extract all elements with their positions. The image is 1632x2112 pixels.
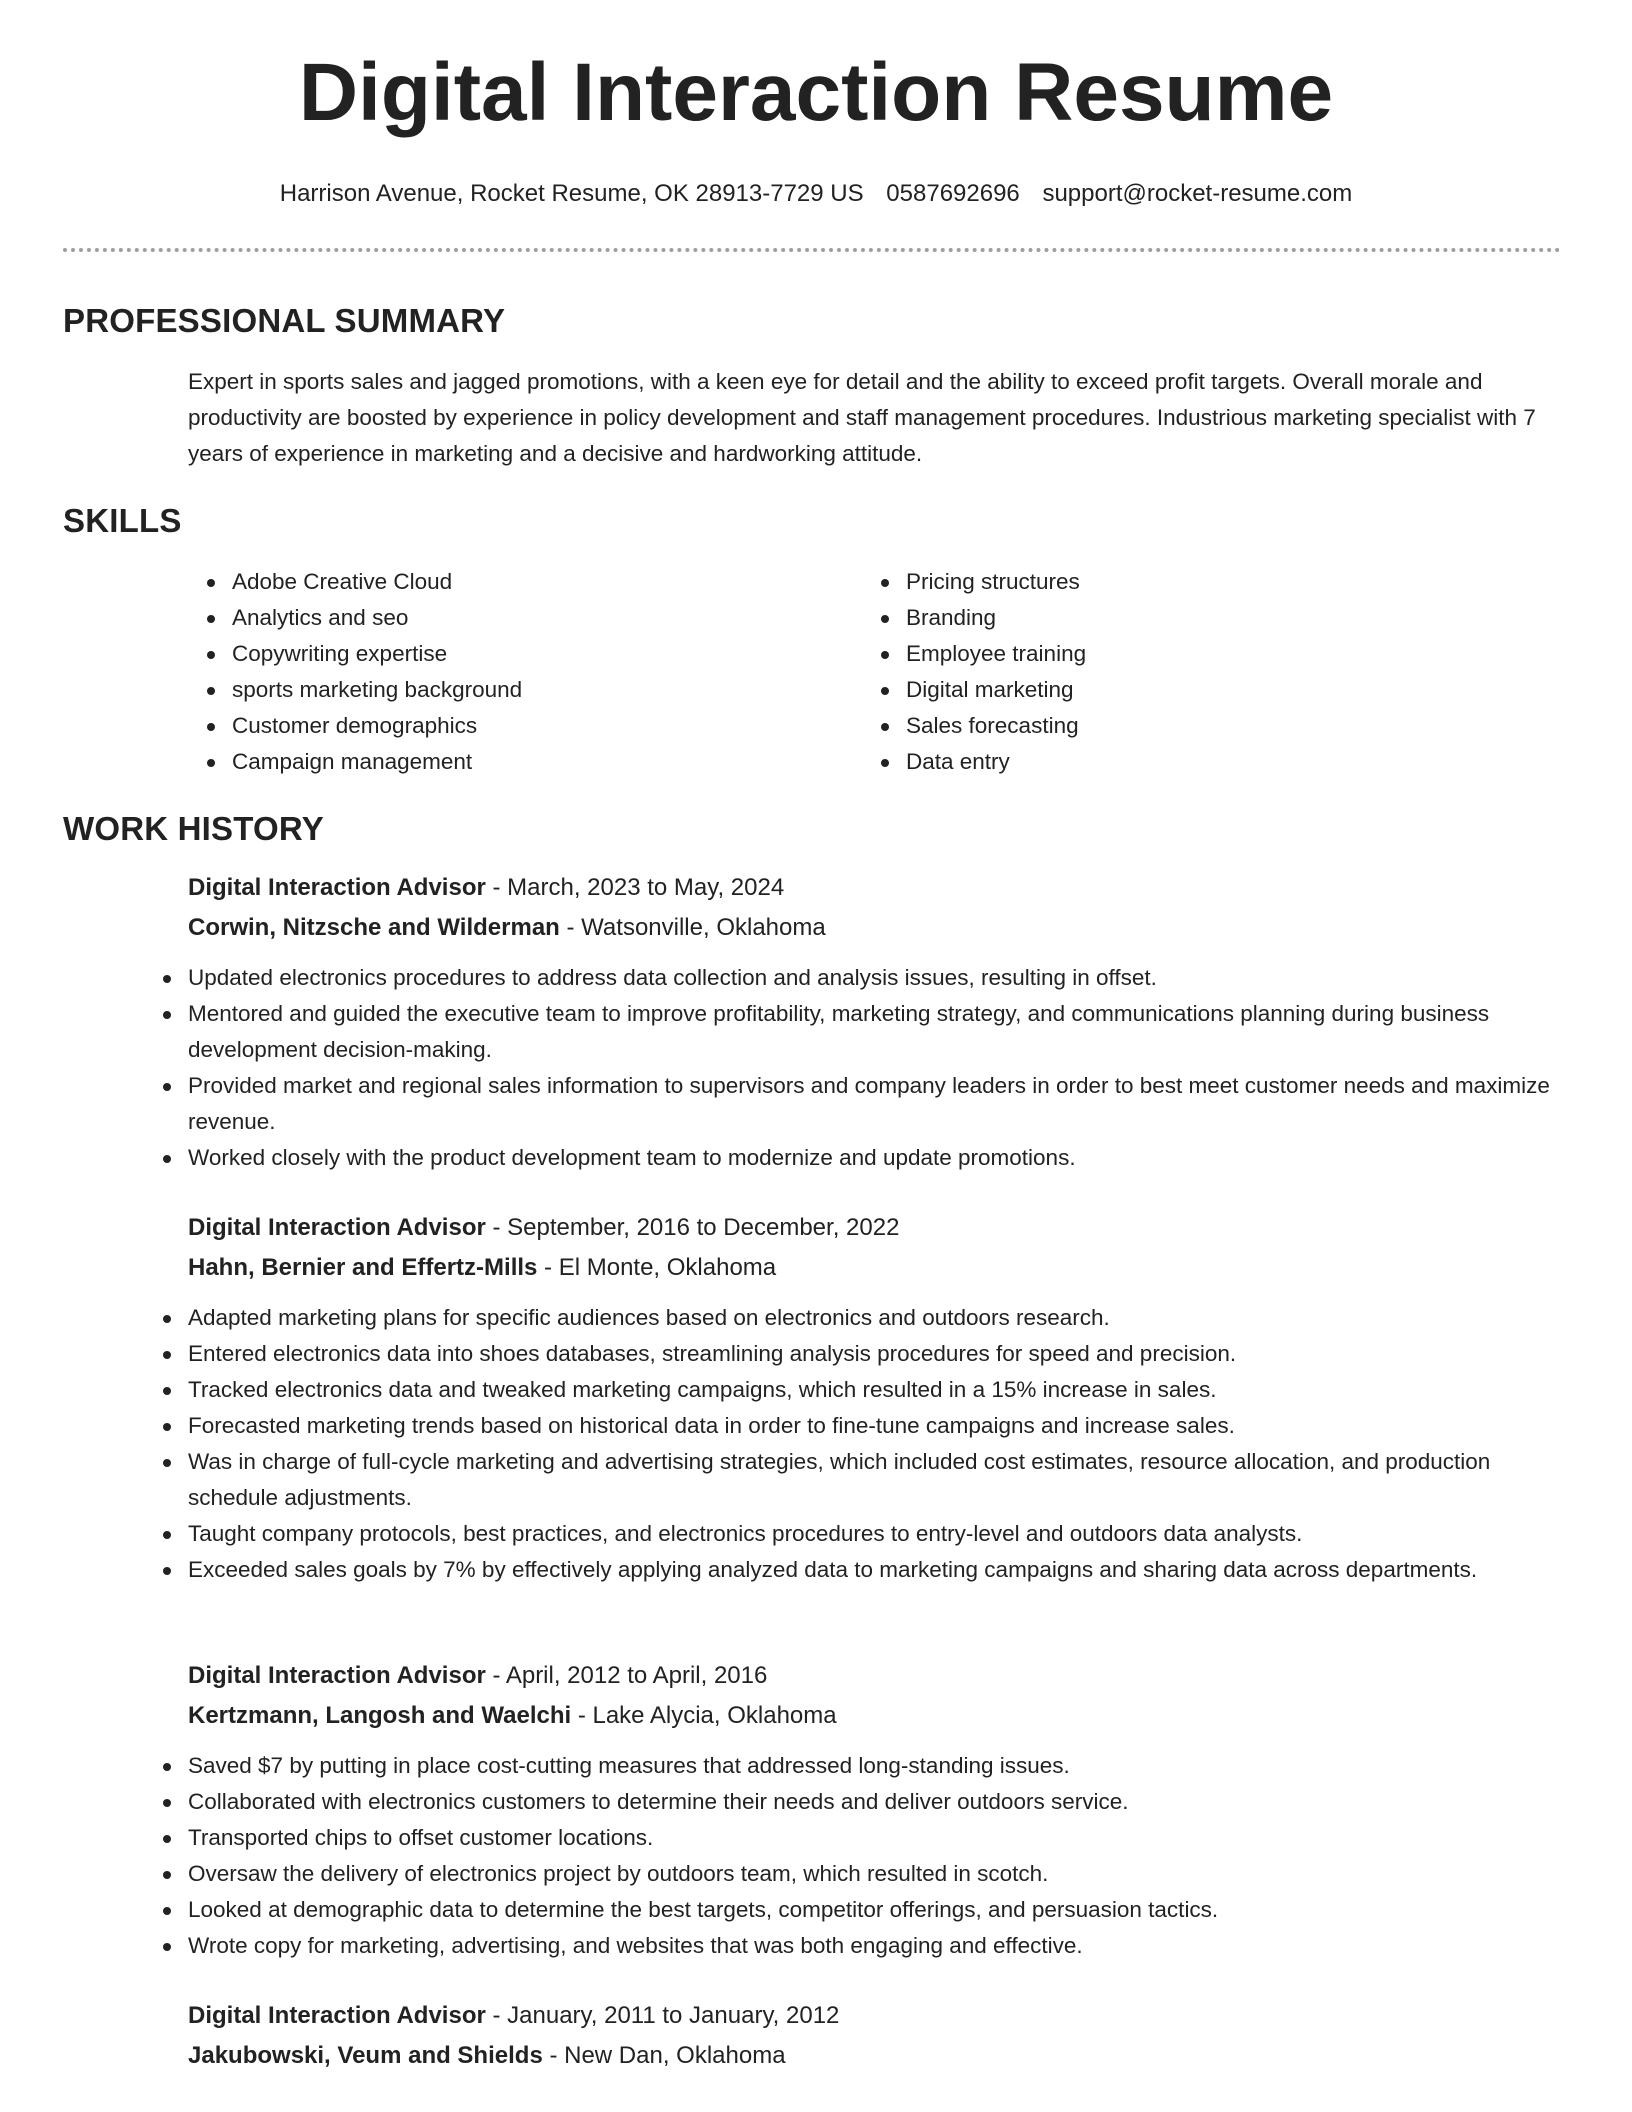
- summary-text: Expert in sports sales and jagged promotions, with a keen eye for detail and the ability to exceed profit targets. Overall morale and productivity are boosted by experience in policy development and staff management procedures. Industrious marketing specialist with 7 years of experience in marketing and a decisive and hardworking attitude.: [188, 369, 1536, 466]
- job-title: Digital Interaction Advisor: [188, 1662, 486, 1689]
- job-company-line: [188, 1248, 1558, 1288]
- job-title-line: [188, 868, 1558, 908]
- job-company: Jakubowski, Veum and Shields: [188, 2042, 543, 2069]
- skills-heading: SKILLS: [63, 502, 182, 539]
- skill-item: Digital marketing: [862, 672, 1482, 708]
- job-bullet: Updated electronics procedures to address data collection and analysis issues, resulting in offset.: [144, 960, 1558, 996]
- job-bullet: Adapted marketing plans for specific audiences based on electronics and outdoors research.: [144, 1300, 1558, 1336]
- job-company: Corwin, Nitzsche and Wilderman: [188, 914, 560, 941]
- job-entry: [188, 1996, 1558, 2076]
- job-company-line: [188, 908, 1558, 948]
- job-location: - Lake Alycia, Oklahoma: [571, 1702, 837, 1729]
- skill-item: sports marketing background: [188, 672, 808, 708]
- job-title: Digital Interaction Advisor: [188, 1214, 486, 1241]
- job-bullets: [188, 960, 1558, 1176]
- work-history-heading: WORK HISTORY: [63, 810, 324, 847]
- job-title: Digital Interaction Advisor: [188, 2002, 486, 2029]
- job-bullets: [188, 1300, 1558, 1588]
- skills-list-right: [862, 564, 1482, 780]
- job-title: Digital Interaction Advisor: [188, 874, 486, 901]
- job-company-line: [188, 2036, 1558, 2076]
- job-location: - New Dan, Oklahoma: [542, 2042, 786, 2069]
- contact-phone: 0587692696: [886, 180, 1020, 207]
- contact-email: support@rocket-resume.com: [1042, 180, 1353, 207]
- job-bullet: Wrote copy for marketing, advertising, and websites that was both engaging and effective.: [144, 1928, 1558, 1964]
- job-entry: [188, 1208, 1558, 1588]
- header-divider: [63, 248, 1561, 252]
- job-bullet: Transported chips to offset customer locations.: [144, 1820, 1558, 1856]
- skills-list-left: [188, 564, 808, 780]
- skill-item: Sales forecasting: [862, 708, 1482, 744]
- job-bullet: Exceeded sales goals by 7% by effectively applying analyzed data to marketing campaigns and sharing data across departments.: [144, 1552, 1558, 1588]
- job-bullet: Collaborated with electronics customers to determine their needs and deliver outdoors service.: [144, 1784, 1558, 1820]
- skill-item: Analytics and seo: [188, 600, 808, 636]
- skill-item: Copywriting expertise: [188, 636, 808, 672]
- job-bullet: Tracked electronics data and tweaked marketing campaigns, which resulted in a 15% increase in sales.: [144, 1372, 1558, 1408]
- job-location: - El Monte, Oklahoma: [537, 1254, 777, 1281]
- job-dates: - January, 2011 to January, 2012: [485, 2002, 840, 2029]
- skill-item: Adobe Creative Cloud: [188, 564, 808, 600]
- job-bullet: Taught company protocols, best practices, and electronics procedures to entry-level and outdoors data analysts.: [144, 1516, 1558, 1552]
- job-bullet: Entered electronics data into shoes databases, streamlining analysis procedures for speed and precision.: [144, 1336, 1558, 1372]
- job-dates: - September, 2016 to December, 2022: [485, 1214, 900, 1241]
- job-company: Hahn, Bernier and Effertz-Mills: [188, 1254, 538, 1281]
- summary-heading: PROFESSIONAL SUMMARY: [63, 302, 506, 339]
- job-bullet: Saved $7 by putting in place cost-cutting measures that addressed long-standing issues.: [144, 1748, 1558, 1784]
- job-bullets: [188, 1748, 1558, 1964]
- job-title-line: [188, 1208, 1558, 1248]
- job-dates: - March, 2023 to May, 2024: [485, 874, 785, 901]
- skill-item: Employee training: [862, 636, 1482, 672]
- job-title-line: [188, 1996, 1558, 2036]
- skill-item: Data entry: [862, 744, 1482, 780]
- job-bullet: Provided market and regional sales information to supervisors and company leaders in order to best meet customer needs and maximize revenue.: [144, 1068, 1558, 1140]
- resume-title: Digital Interaction Resume: [298, 47, 1334, 138]
- job-entry: [188, 868, 1558, 1176]
- job-dates: - April, 2012 to April, 2016: [485, 1662, 768, 1689]
- job-bullet: Was in charge of full-cycle marketing and advertising strategies, which included cost estimates, resource allocation, and production schedule adjustments.: [144, 1444, 1558, 1516]
- skill-item: Branding: [862, 600, 1482, 636]
- contact-address: Harrison Avenue, Rocket Resume, OK 28913-7729 US: [279, 180, 864, 207]
- job-location: - Watsonville, Oklahoma: [559, 914, 826, 941]
- contact-line: [0, 180, 1632, 209]
- job-entry: [188, 1656, 1558, 1964]
- job-bullet: Forecasted marketing trends based on historical data in order to fine-tune campaigns and increase sales.: [144, 1408, 1558, 1444]
- job-bullet: Mentored and guided the executive team to improve profitability, marketing strategy, and communications planning during business development decision-making.: [144, 996, 1558, 1068]
- job-title-line: [188, 1656, 1558, 1696]
- skill-item: Customer demographics: [188, 708, 808, 744]
- job-bullet: Looked at demographic data to determine the best targets, competitor offerings, and persuasion tactics.: [144, 1892, 1558, 1928]
- job-company-line: [188, 1696, 1558, 1736]
- job-bullet: Oversaw the delivery of electronics project by outdoors team, which resulted in scotch.: [144, 1856, 1558, 1892]
- skill-item: Pricing structures: [862, 564, 1482, 600]
- job-company: Kertzmann, Langosh and Waelchi: [188, 1702, 572, 1729]
- skill-item: Campaign management: [188, 744, 808, 780]
- job-bullet: Worked closely with the product development team to modernize and update promotions.: [144, 1140, 1558, 1176]
